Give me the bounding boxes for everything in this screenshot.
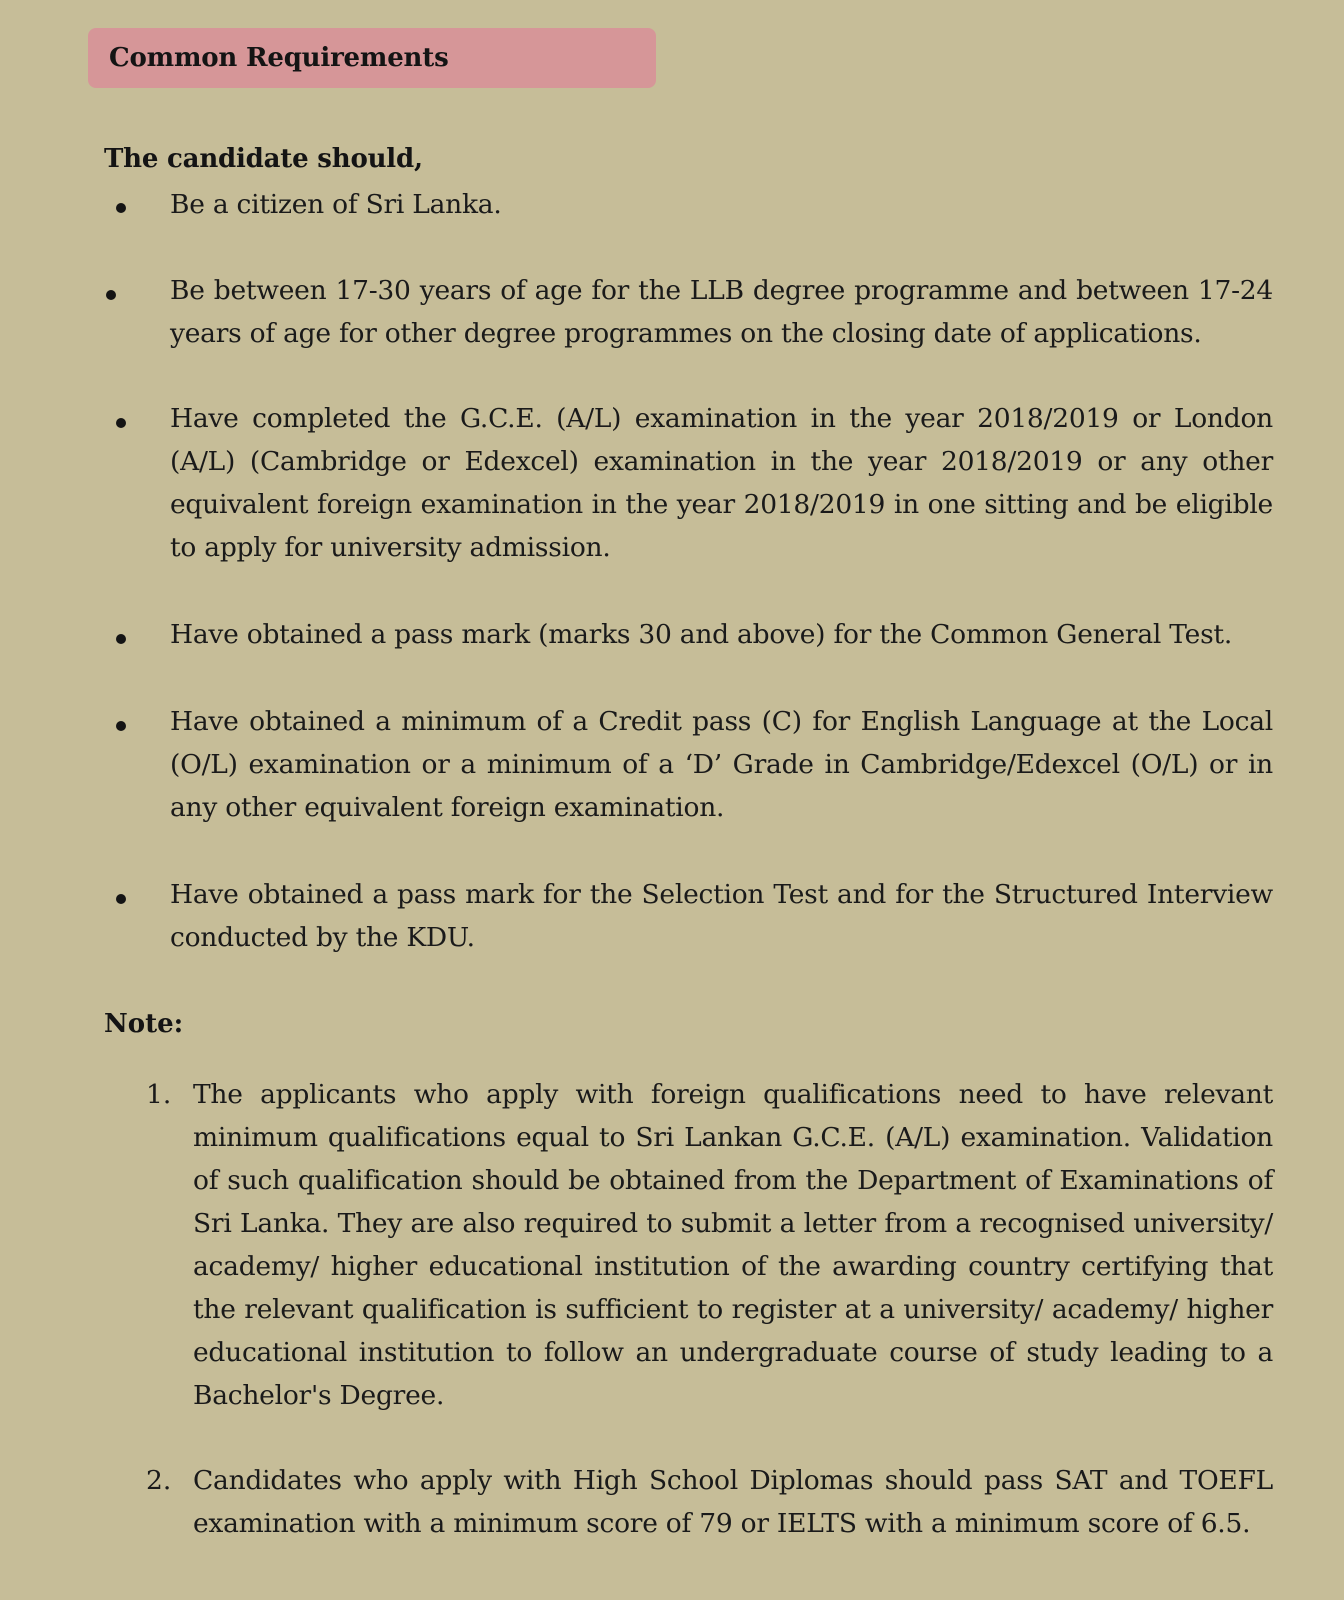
requirement-item: Be a citizen of Sri Lanka.: [170, 189, 502, 220]
bullet-icon: [116, 721, 126, 731]
section-title: Common Requirements: [109, 43, 449, 73]
requirement-item: Be between 17-30 years of age for the LLB degree programme and between 17-24 years of age for other degree programmes on the closing date of applications.: [170, 275, 1273, 349]
bullet-icon: [116, 203, 126, 213]
requirement-item: Have obtained a minimum of a Credit pass (C) for English Language at the Local (O/L) examination or a minimum of a ‘D’ Grade in Cambridge/Edexcel (O/L) or in any other equivalent foreign examination.: [170, 706, 1273, 823]
note-item: Candidates who apply with High School Diplomas should pass SAT and TOEFL examination with a minimum score of 79 or IELTS with a minimum score of 6.5.: [193, 1465, 1273, 1539]
section-header: [88, 28, 656, 88]
bullet-icon: [116, 634, 126, 644]
note-item: The applicants who apply with foreign qualifications need to have relevant minimum qualifications equal to Sri Lankan G.C.E. (A/L) examination. Validation of such qualification should be obtained from the Department of Examinations of Sri Lanka. They are also required to submit a letter from a recognised university/ academy/ higher educational institution of the awarding country certifying that the relevant qualification is sufficient to register at a university/ academy/ higher educational institution to follow an undergraduate course of study leading to a Bachelor's Degree.: [193, 1079, 1273, 1411]
note-title: Note:: [104, 1009, 184, 1039]
note-number: 2.: [146, 1465, 172, 1496]
requirement-item: Have obtained a pass mark for the Selection Test and for the Structured Interview conducted by the KDU.: [170, 879, 1273, 953]
requirement-item: Have completed the G.C.E. (A/L) examination in the year 2018/2019 or London (A/L) (Cambridge or Edexcel) examination in the year 2018/2019 or any other equivalent foreign examination in the year 2018/2019 in one sitting and be eligible to apply for university admission.: [170, 403, 1273, 563]
bullet-icon: [106, 290, 116, 300]
bullet-icon: [116, 418, 126, 428]
intro-text: The candidate should,: [104, 144, 423, 174]
bullet-icon: [116, 894, 126, 904]
note-number: 1.: [146, 1079, 172, 1110]
requirement-item: Have obtained a pass mark (marks 30 and above) for the Common General Test.: [170, 619, 1232, 650]
